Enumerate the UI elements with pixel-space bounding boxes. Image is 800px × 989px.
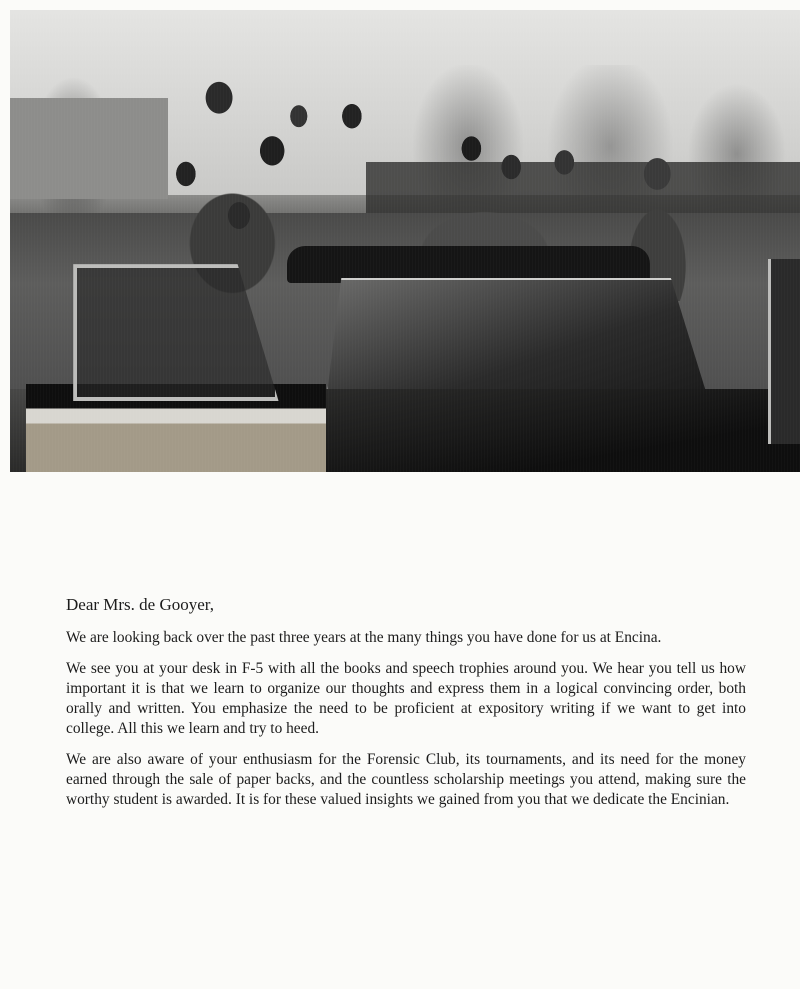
letter-salutation: Dear Mrs. de Gooyer,	[66, 595, 215, 614]
letter-paragraph: We are also aware of your enthusiasm for the Forensic Club, its tournaments, and its need for the money earned through the sale of paper backs, and the countless scholarship meetings you attend, making sure the worthy student is awarded. It is for these valued insights we gained from you that we dedicate the Encinian.	[66, 751, 746, 808]
photo-grain	[10, 10, 800, 472]
dedication-letter	[66, 594, 746, 821]
letter-paragraph: We see you at your desk in F-5 with all the books and speech trophies around you. We hear you tell us how important it is that we learn to organize our thoughts and express them in a logical convincing order, both orally and written. You emphasize the need to be proficient at expository writing if we want to get into college. All this we learn and try to heed.	[66, 660, 746, 737]
letter-paragraph: We are looking back over the past three years at the many things you have done for us at Encina.	[66, 629, 662, 646]
group-photo	[10, 10, 800, 472]
